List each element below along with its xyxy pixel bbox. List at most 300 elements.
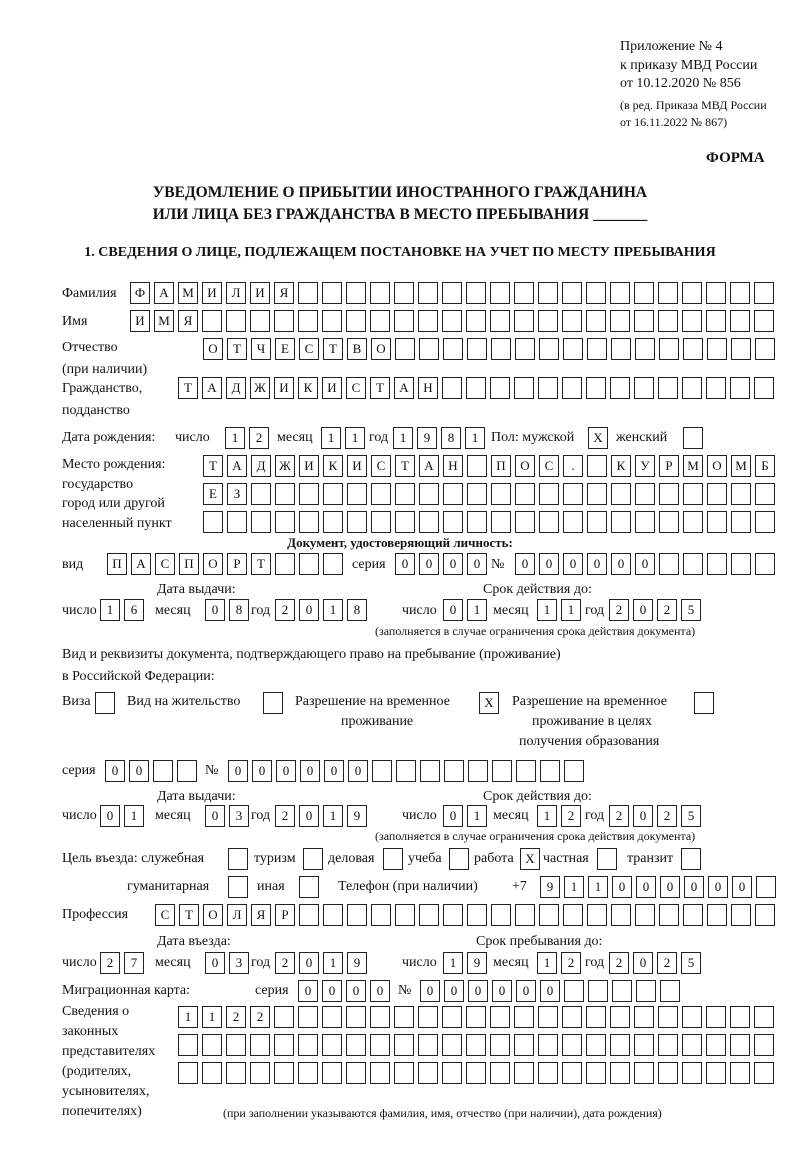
input-cell[interactable]: 0 xyxy=(633,952,653,974)
input-cell[interactable]: О xyxy=(203,338,223,360)
input-cell[interactable] xyxy=(371,511,391,533)
input-cell[interactable] xyxy=(299,511,319,533)
input-cell[interactable]: М xyxy=(731,455,751,477)
input-cell[interactable] xyxy=(442,377,462,399)
input-cell[interactable]: 1 xyxy=(465,427,485,449)
input-cell[interactable]: 2 xyxy=(657,952,677,974)
input-cell[interactable] xyxy=(635,338,655,360)
input-cell[interactable]: 0 xyxy=(492,980,512,1002)
input-cell[interactable]: 0 xyxy=(515,553,535,575)
input-cell[interactable] xyxy=(611,904,631,926)
input-cell[interactable] xyxy=(587,483,607,505)
input-cell[interactable]: 0 xyxy=(105,760,125,782)
input-cell[interactable] xyxy=(491,904,511,926)
input-cell[interactable]: 1 xyxy=(321,427,341,449)
input-cell[interactable]: А xyxy=(419,455,439,477)
input-cell[interactable]: К xyxy=(298,377,318,399)
input-cell[interactable]: В xyxy=(347,338,367,360)
input-cell[interactable]: 0 xyxy=(444,980,464,1002)
input-cell[interactable]: 2 xyxy=(561,805,581,827)
input-cell[interactable] xyxy=(755,483,775,505)
input-cell[interactable] xyxy=(322,282,342,304)
input-cell[interactable] xyxy=(298,1006,318,1028)
input-cell[interactable] xyxy=(322,1034,342,1056)
input-cell[interactable] xyxy=(299,904,319,926)
input-cell[interactable] xyxy=(731,553,751,575)
input-cell[interactable] xyxy=(586,377,606,399)
checkbox-cell[interactable] xyxy=(95,692,115,714)
input-cell[interactable]: М xyxy=(683,455,703,477)
input-cell[interactable] xyxy=(442,1062,462,1084)
input-cell[interactable]: 1 xyxy=(323,805,343,827)
input-cell[interactable]: 5 xyxy=(681,599,701,621)
input-cell[interactable]: М xyxy=(178,282,198,304)
input-cell[interactable] xyxy=(706,1034,726,1056)
input-cell[interactable]: Е xyxy=(275,338,295,360)
input-cell[interactable] xyxy=(323,553,343,575)
input-cell[interactable]: 9 xyxy=(347,952,367,974)
input-cell[interactable]: 0 xyxy=(539,553,559,575)
input-cell[interactable] xyxy=(587,511,607,533)
input-cell[interactable] xyxy=(396,760,416,782)
input-cell[interactable] xyxy=(682,1006,702,1028)
input-cell[interactable]: 2 xyxy=(250,1006,270,1028)
input-cell[interactable]: 0 xyxy=(611,553,631,575)
input-cell[interactable]: И xyxy=(322,377,342,399)
input-cell[interactable] xyxy=(442,282,462,304)
input-cell[interactable] xyxy=(467,338,487,360)
input-cell[interactable]: 1 xyxy=(323,599,343,621)
input-cell[interactable] xyxy=(754,310,774,332)
input-cell[interactable]: 0 xyxy=(684,876,704,898)
input-cell[interactable] xyxy=(538,1062,558,1084)
input-cell[interactable]: 0 xyxy=(443,553,463,575)
input-cell[interactable] xyxy=(492,760,512,782)
input-cell[interactable] xyxy=(731,483,751,505)
input-cell[interactable] xyxy=(467,483,487,505)
input-cell[interactable]: 0 xyxy=(633,599,653,621)
input-cell[interactable] xyxy=(372,760,392,782)
input-cell[interactable] xyxy=(419,511,439,533)
input-cell[interactable] xyxy=(298,1062,318,1084)
input-cell[interactable] xyxy=(540,760,560,782)
input-cell[interactable] xyxy=(346,282,366,304)
input-cell[interactable] xyxy=(539,511,559,533)
input-cell[interactable] xyxy=(226,1034,246,1056)
checkbox-cell[interactable]: X xyxy=(479,692,499,714)
input-cell[interactable]: 1 xyxy=(178,1006,198,1028)
input-cell[interactable]: 1 xyxy=(323,952,343,974)
input-cell[interactable] xyxy=(562,377,582,399)
checkbox-cell[interactable] xyxy=(683,427,703,449)
input-cell[interactable] xyxy=(250,1062,270,1084)
input-cell[interactable] xyxy=(564,980,584,1002)
input-cell[interactable]: 0 xyxy=(205,805,225,827)
input-cell[interactable]: О xyxy=(203,904,223,926)
input-cell[interactable] xyxy=(371,483,391,505)
input-cell[interactable]: 1 xyxy=(100,599,120,621)
input-cell[interactable] xyxy=(587,904,607,926)
input-cell[interactable]: Н xyxy=(443,455,463,477)
input-cell[interactable] xyxy=(706,282,726,304)
input-cell[interactable] xyxy=(611,511,631,533)
input-cell[interactable] xyxy=(227,511,247,533)
input-cell[interactable] xyxy=(418,1034,438,1056)
input-cell[interactable] xyxy=(491,338,511,360)
input-cell[interactable] xyxy=(443,511,463,533)
input-cell[interactable]: Р xyxy=(227,553,247,575)
input-cell[interactable] xyxy=(683,511,703,533)
input-cell[interactable] xyxy=(730,310,750,332)
input-cell[interactable]: 0 xyxy=(612,876,632,898)
checkbox-cell[interactable] xyxy=(597,848,617,870)
input-cell[interactable] xyxy=(226,1062,246,1084)
input-cell[interactable]: 0 xyxy=(324,760,344,782)
input-cell[interactable] xyxy=(394,1006,414,1028)
input-cell[interactable] xyxy=(395,483,415,505)
input-cell[interactable]: Т xyxy=(178,377,198,399)
input-cell[interactable]: 1 xyxy=(537,599,557,621)
input-cell[interactable] xyxy=(514,1006,534,1028)
input-cell[interactable]: Т xyxy=(370,377,390,399)
input-cell[interactable] xyxy=(251,511,271,533)
input-cell[interactable] xyxy=(490,310,510,332)
input-cell[interactable]: У xyxy=(635,455,655,477)
input-cell[interactable]: 0 xyxy=(348,760,368,782)
input-cell[interactable] xyxy=(514,1062,534,1084)
input-cell[interactable] xyxy=(467,904,487,926)
input-cell[interactable] xyxy=(203,511,223,533)
input-cell[interactable] xyxy=(562,310,582,332)
input-cell[interactable] xyxy=(466,1062,486,1084)
input-cell[interactable] xyxy=(564,760,584,782)
input-cell[interactable] xyxy=(226,310,246,332)
input-cell[interactable] xyxy=(683,553,703,575)
input-cell[interactable]: С xyxy=(539,455,559,477)
input-cell[interactable] xyxy=(731,338,751,360)
input-cell[interactable] xyxy=(275,553,295,575)
input-cell[interactable] xyxy=(683,338,703,360)
input-cell[interactable] xyxy=(610,310,630,332)
input-cell[interactable]: С xyxy=(371,455,391,477)
input-cell[interactable] xyxy=(754,1034,774,1056)
input-cell[interactable] xyxy=(612,980,632,1002)
input-cell[interactable] xyxy=(370,310,390,332)
input-cell[interactable]: 5 xyxy=(681,805,701,827)
input-cell[interactable]: 2 xyxy=(226,1006,246,1028)
input-cell[interactable] xyxy=(706,1062,726,1084)
input-cell[interactable] xyxy=(730,377,750,399)
input-cell[interactable] xyxy=(346,1034,366,1056)
input-cell[interactable]: О xyxy=(707,455,727,477)
input-cell[interactable] xyxy=(275,483,295,505)
input-cell[interactable]: 9 xyxy=(347,805,367,827)
input-cell[interactable] xyxy=(516,760,536,782)
input-cell[interactable]: И xyxy=(299,455,319,477)
input-cell[interactable] xyxy=(514,282,534,304)
input-cell[interactable] xyxy=(658,310,678,332)
input-cell[interactable] xyxy=(707,553,727,575)
input-cell[interactable]: П xyxy=(107,553,127,575)
input-cell[interactable] xyxy=(658,1034,678,1056)
input-cell[interactable] xyxy=(658,282,678,304)
input-cell[interactable]: 2 xyxy=(561,952,581,974)
input-cell[interactable] xyxy=(395,338,415,360)
input-cell[interactable] xyxy=(610,1034,630,1056)
input-cell[interactable]: Т xyxy=(179,904,199,926)
input-cell[interactable]: 7 xyxy=(124,952,144,974)
input-cell[interactable] xyxy=(562,282,582,304)
input-cell[interactable] xyxy=(347,511,367,533)
input-cell[interactable] xyxy=(682,282,702,304)
input-cell[interactable] xyxy=(370,1006,390,1028)
input-cell[interactable] xyxy=(274,1006,294,1028)
input-cell[interactable] xyxy=(660,980,680,1002)
input-cell[interactable] xyxy=(468,760,488,782)
input-cell[interactable] xyxy=(755,904,775,926)
input-cell[interactable]: Я xyxy=(274,282,294,304)
input-cell[interactable] xyxy=(467,455,487,477)
input-cell[interactable] xyxy=(659,483,679,505)
input-cell[interactable] xyxy=(490,377,510,399)
input-cell[interactable]: 0 xyxy=(298,980,318,1002)
input-cell[interactable]: 0 xyxy=(299,805,319,827)
input-cell[interactable] xyxy=(515,338,535,360)
checkbox-cell[interactable] xyxy=(383,848,403,870)
input-cell[interactable]: 8 xyxy=(347,599,367,621)
input-cell[interactable] xyxy=(562,1034,582,1056)
input-cell[interactable] xyxy=(658,1006,678,1028)
input-cell[interactable] xyxy=(706,377,726,399)
input-cell[interactable]: 2 xyxy=(275,599,295,621)
input-cell[interactable]: 3 xyxy=(229,805,249,827)
input-cell[interactable]: 0 xyxy=(540,980,560,1002)
input-cell[interactable]: 2 xyxy=(275,952,295,974)
input-cell[interactable] xyxy=(514,310,534,332)
input-cell[interactable]: 0 xyxy=(346,980,366,1002)
checkbox-cell[interactable] xyxy=(449,848,469,870)
input-cell[interactable] xyxy=(635,904,655,926)
input-cell[interactable]: 1 xyxy=(588,876,608,898)
input-cell[interactable]: 1 xyxy=(202,1006,222,1028)
input-cell[interactable] xyxy=(442,1034,462,1056)
input-cell[interactable]: 1 xyxy=(225,427,245,449)
input-cell[interactable] xyxy=(611,338,631,360)
input-cell[interactable] xyxy=(707,338,727,360)
input-cell[interactable]: 0 xyxy=(370,980,390,1002)
input-cell[interactable] xyxy=(419,483,439,505)
input-cell[interactable] xyxy=(563,904,583,926)
input-cell[interactable] xyxy=(250,310,270,332)
input-cell[interactable] xyxy=(419,904,439,926)
input-cell[interactable]: 0 xyxy=(276,760,296,782)
checkbox-cell[interactable] xyxy=(299,876,319,898)
input-cell[interactable]: 0 xyxy=(516,980,536,1002)
input-cell[interactable] xyxy=(299,553,319,575)
input-cell[interactable]: . xyxy=(563,455,583,477)
input-cell[interactable] xyxy=(299,483,319,505)
input-cell[interactable] xyxy=(323,511,343,533)
input-cell[interactable] xyxy=(466,1034,486,1056)
input-cell[interactable] xyxy=(658,1062,678,1084)
input-cell[interactable]: Ж xyxy=(275,455,295,477)
input-cell[interactable] xyxy=(682,1062,702,1084)
input-cell[interactable] xyxy=(586,1062,606,1084)
input-cell[interactable]: С xyxy=(155,553,175,575)
checkbox-cell[interactable]: X xyxy=(588,427,608,449)
input-cell[interactable] xyxy=(563,338,583,360)
input-cell[interactable] xyxy=(706,1006,726,1028)
input-cell[interactable]: О xyxy=(203,553,223,575)
input-cell[interactable] xyxy=(538,377,558,399)
input-cell[interactable] xyxy=(658,377,678,399)
input-cell[interactable]: С xyxy=(155,904,175,926)
input-cell[interactable]: Б xyxy=(755,455,775,477)
input-cell[interactable] xyxy=(490,1062,510,1084)
input-cell[interactable]: 2 xyxy=(100,952,120,974)
input-cell[interactable]: И xyxy=(250,282,270,304)
input-cell[interactable]: 2 xyxy=(609,599,629,621)
input-cell[interactable]: Т xyxy=(203,455,223,477)
input-cell[interactable]: К xyxy=(611,455,631,477)
input-cell[interactable] xyxy=(346,1062,366,1084)
input-cell[interactable] xyxy=(731,511,751,533)
input-cell[interactable]: А xyxy=(154,282,174,304)
input-cell[interactable] xyxy=(538,282,558,304)
input-cell[interactable] xyxy=(371,904,391,926)
input-cell[interactable]: О xyxy=(371,338,391,360)
input-cell[interactable] xyxy=(586,282,606,304)
input-cell[interactable]: Т xyxy=(395,455,415,477)
input-cell[interactable]: 1 xyxy=(537,805,557,827)
checkbox-cell[interactable] xyxy=(228,876,248,898)
input-cell[interactable]: 0 xyxy=(660,876,680,898)
input-cell[interactable]: 1 xyxy=(561,599,581,621)
input-cell[interactable]: О xyxy=(515,455,535,477)
input-cell[interactable] xyxy=(634,1006,654,1028)
input-cell[interactable] xyxy=(251,483,271,505)
checkbox-cell[interactable] xyxy=(303,848,323,870)
input-cell[interactable] xyxy=(731,904,751,926)
input-cell[interactable] xyxy=(394,1062,414,1084)
input-cell[interactable] xyxy=(707,904,727,926)
input-cell[interactable] xyxy=(298,282,318,304)
input-cell[interactable] xyxy=(395,511,415,533)
input-cell[interactable] xyxy=(634,377,654,399)
input-cell[interactable] xyxy=(443,483,463,505)
input-cell[interactable] xyxy=(370,282,390,304)
input-cell[interactable]: 0 xyxy=(635,553,655,575)
input-cell[interactable] xyxy=(587,338,607,360)
input-cell[interactable]: 2 xyxy=(657,805,677,827)
input-cell[interactable] xyxy=(466,282,486,304)
input-cell[interactable]: 0 xyxy=(299,599,319,621)
input-cell[interactable]: З xyxy=(227,483,247,505)
input-cell[interactable]: 1 xyxy=(124,805,144,827)
input-cell[interactable] xyxy=(395,904,415,926)
input-cell[interactable] xyxy=(420,760,440,782)
input-cell[interactable]: 0 xyxy=(420,980,440,1002)
input-cell[interactable] xyxy=(634,1034,654,1056)
input-cell[interactable] xyxy=(754,1006,774,1028)
input-cell[interactable] xyxy=(682,377,702,399)
input-cell[interactable] xyxy=(466,377,486,399)
input-cell[interactable]: П xyxy=(491,455,511,477)
input-cell[interactable]: 0 xyxy=(633,805,653,827)
input-cell[interactable]: 1 xyxy=(393,427,413,449)
input-cell[interactable]: 8 xyxy=(229,599,249,621)
input-cell[interactable] xyxy=(562,1006,582,1028)
input-cell[interactable]: Е xyxy=(203,483,223,505)
input-cell[interactable]: 6 xyxy=(124,599,144,621)
input-cell[interactable] xyxy=(588,980,608,1002)
input-cell[interactable]: Р xyxy=(659,455,679,477)
input-cell[interactable] xyxy=(730,282,750,304)
input-cell[interactable] xyxy=(370,1034,390,1056)
input-cell[interactable] xyxy=(563,511,583,533)
input-cell[interactable]: 9 xyxy=(540,876,560,898)
input-cell[interactable]: 0 xyxy=(322,980,342,1002)
input-cell[interactable]: И xyxy=(347,455,367,477)
input-cell[interactable]: 2 xyxy=(249,427,269,449)
input-cell[interactable] xyxy=(755,338,775,360)
input-cell[interactable] xyxy=(491,483,511,505)
input-cell[interactable]: Р xyxy=(275,904,295,926)
input-cell[interactable] xyxy=(275,511,295,533)
input-cell[interactable] xyxy=(514,377,534,399)
input-cell[interactable]: А xyxy=(202,377,222,399)
input-cell[interactable] xyxy=(754,377,774,399)
input-cell[interactable]: 0 xyxy=(636,876,656,898)
input-cell[interactable] xyxy=(754,282,774,304)
input-cell[interactable] xyxy=(587,455,607,477)
input-cell[interactable] xyxy=(707,511,727,533)
input-cell[interactable] xyxy=(682,310,702,332)
input-cell[interactable] xyxy=(274,1062,294,1084)
input-cell[interactable]: Т xyxy=(227,338,247,360)
input-cell[interactable]: И xyxy=(130,310,150,332)
input-cell[interactable] xyxy=(659,338,679,360)
input-cell[interactable] xyxy=(515,483,535,505)
input-cell[interactable] xyxy=(298,310,318,332)
input-cell[interactable] xyxy=(586,310,606,332)
input-cell[interactable]: 2 xyxy=(609,805,629,827)
input-cell[interactable]: 1 xyxy=(345,427,365,449)
input-cell[interactable]: Л xyxy=(226,282,246,304)
input-cell[interactable] xyxy=(706,310,726,332)
input-cell[interactable] xyxy=(394,310,414,332)
input-cell[interactable] xyxy=(418,310,438,332)
input-cell[interactable] xyxy=(418,1062,438,1084)
checkbox-cell[interactable]: X xyxy=(520,848,540,870)
input-cell[interactable]: 0 xyxy=(395,553,415,575)
input-cell[interactable]: 0 xyxy=(228,760,248,782)
input-cell[interactable] xyxy=(466,1006,486,1028)
input-cell[interactable] xyxy=(202,1034,222,1056)
input-cell[interactable] xyxy=(202,1062,222,1084)
input-cell[interactable] xyxy=(755,511,775,533)
input-cell[interactable] xyxy=(394,1034,414,1056)
input-cell[interactable]: 0 xyxy=(419,553,439,575)
input-cell[interactable]: 0 xyxy=(252,760,272,782)
input-cell[interactable] xyxy=(346,310,366,332)
input-cell[interactable]: Я xyxy=(251,904,271,926)
input-cell[interactable] xyxy=(418,1006,438,1028)
input-cell[interactable] xyxy=(322,1006,342,1028)
input-cell[interactable] xyxy=(635,483,655,505)
input-cell[interactable] xyxy=(539,904,559,926)
input-cell[interactable]: Т xyxy=(251,553,271,575)
